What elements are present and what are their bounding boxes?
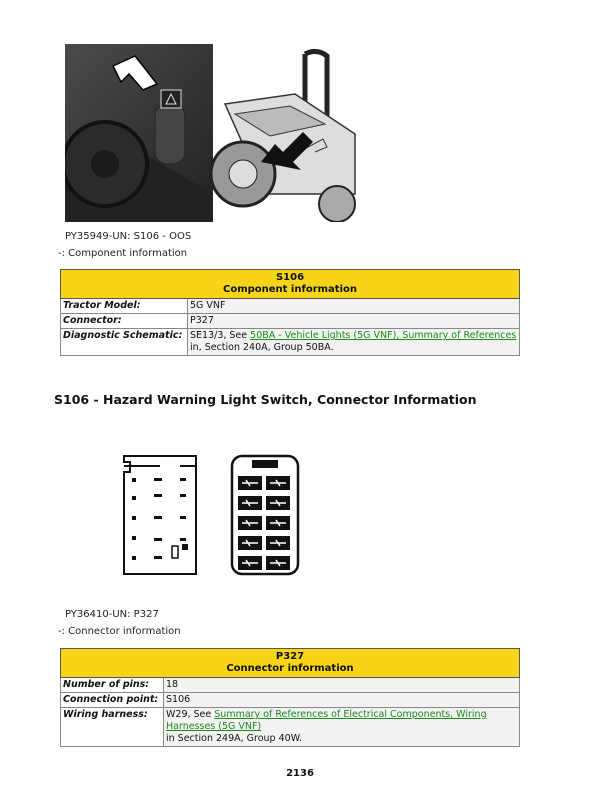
table-row: Connector: P327 (61, 314, 520, 329)
schematic-link[interactable]: 50BA - Vehicle Lights (5G VNF), Summary of References (250, 330, 517, 341)
section-heading: S106 - Hazard Warning Light Switch, Connector Information (54, 392, 477, 407)
section-label: -: Connector information (58, 626, 181, 637)
table-row: Number of pins: 18 (61, 678, 520, 693)
table-row: Wiring harness: W29, See Summary of References of Electrical Components, Wiring Harnesses (5G VNF) in Section 249A, Group 40W. (61, 708, 520, 747)
connector-diagram (120, 452, 310, 578)
table-row: Tractor Model: 5G VNF (61, 299, 520, 314)
section-label: -: Component information (58, 248, 188, 259)
figure-caption: PY35949-UN: S106 - OOS (65, 231, 192, 242)
component-photo (65, 44, 359, 222)
connector-info-table (60, 648, 520, 747)
harness-link[interactable]: Summary of References of Electrical Components, Wiring Harnesses (5G VNF) (166, 709, 487, 732)
component-info-table (60, 269, 520, 356)
table-header: S106 Component information (61, 270, 520, 299)
page-number: 2136 (286, 768, 314, 779)
table-header: P327 Connector information (61, 649, 520, 678)
figure-caption: PY36410-UN: P327 (65, 609, 159, 620)
table-row: Diagnostic Schematic: SE13/3, See 50BA - Vehicle Lights (5G VNF), Summary of References in, Section 240A, Group 50BA. (61, 329, 520, 356)
table-row: Connection point: S106 (61, 693, 520, 708)
